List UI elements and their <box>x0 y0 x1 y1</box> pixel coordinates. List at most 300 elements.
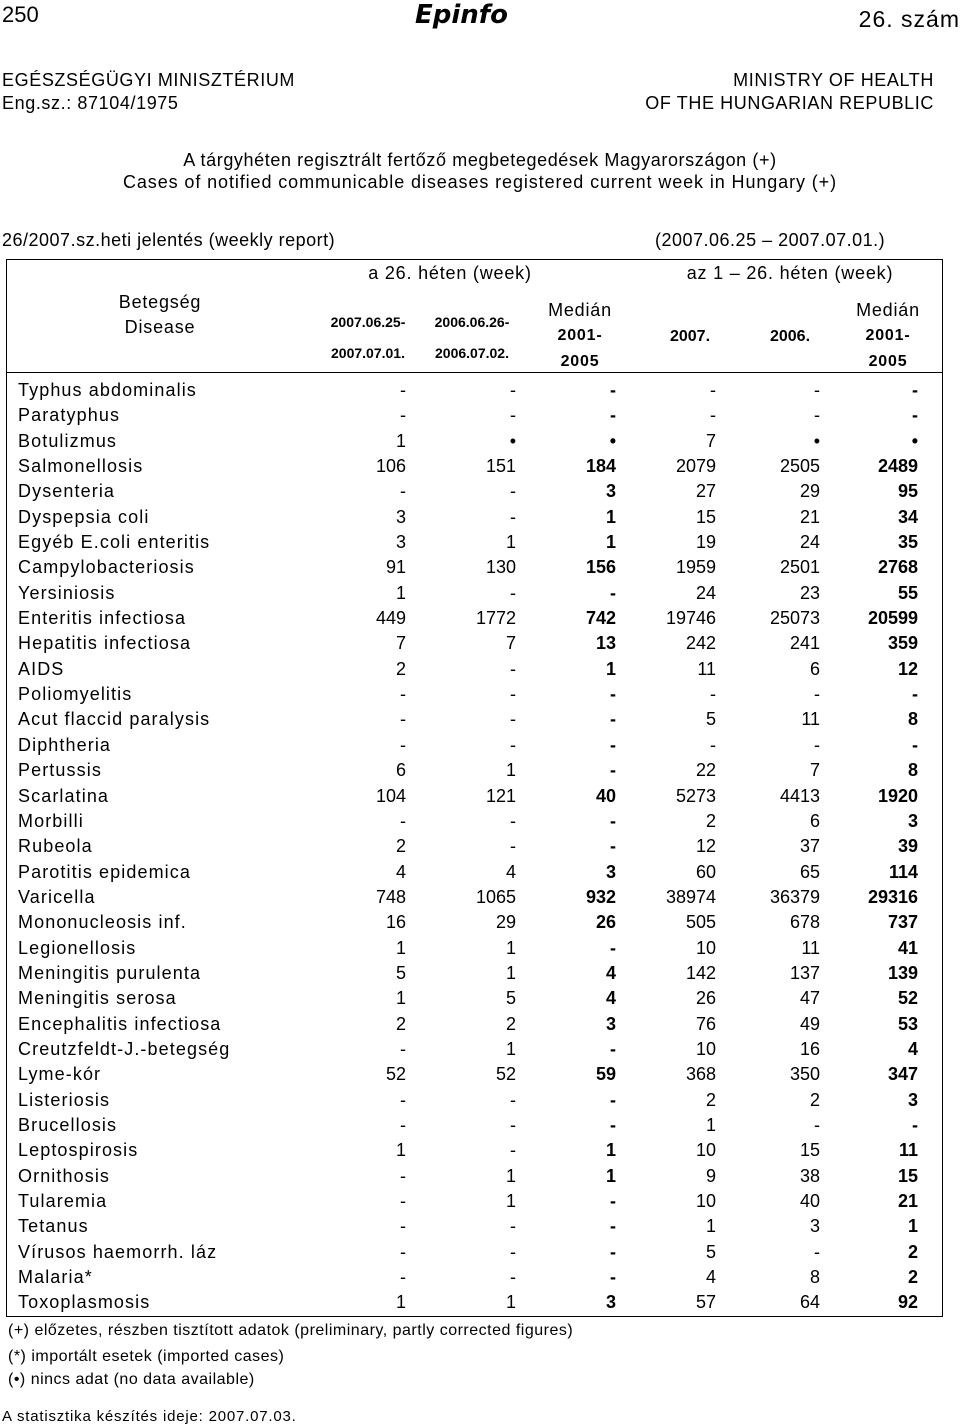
disease-name: Typhus abdominalis <box>18 380 197 400</box>
cell-week-2006: 29 <box>495 912 516 933</box>
cell-cum-2006: 24 <box>799 532 820 553</box>
header-median-cumulative <box>836 297 940 375</box>
disease-name: Yersiniosis <box>18 582 116 603</box>
cell-cum-2006: 2501 <box>779 557 820 578</box>
table-header-divider <box>6 372 943 373</box>
cell-week-median: 26 <box>595 912 616 933</box>
table-row <box>0 631 960 656</box>
cell-week-2007: - <box>400 1241 406 1262</box>
cell-week-2007: 2 <box>395 1013 406 1034</box>
cell-week-2006: - <box>510 405 516 426</box>
cell-week-2006: 4 <box>505 861 516 882</box>
table-row <box>0 1138 960 1163</box>
header-col5-year: 2006. <box>769 328 811 345</box>
cell-cum-2006: - <box>814 405 820 426</box>
cell-week-median: - <box>610 1267 616 1288</box>
cell-week-2006: - <box>510 1089 516 1110</box>
table-row <box>0 1265 960 1290</box>
cell-cum-2007: 15 <box>695 506 716 527</box>
median-label: Medián <box>548 300 612 320</box>
cell-cum-2007: 11 <box>697 658 716 679</box>
cell-cum-2006: 241 <box>789 633 820 654</box>
cell-week-median: 1 <box>605 1165 616 1186</box>
disease-name: Rubeola <box>18 836 93 857</box>
cell-cum-2007: 242 <box>685 633 716 654</box>
cell-cum-2006: • <box>813 430 820 451</box>
cell-cum-2006: 11 <box>801 709 820 730</box>
cell-week-median: 1 <box>605 506 616 527</box>
disease-name: Mononucleosis inf. <box>18 912 187 933</box>
cell-week-2007: - <box>400 405 406 426</box>
cell-cum-2006: - <box>814 1241 820 1262</box>
table-row <box>0 682 960 707</box>
cell-cum-2006: 16 <box>799 1038 820 1059</box>
cell-cum-2007: 9 <box>705 1165 716 1186</box>
disease-name: Brucellosis <box>18 1114 118 1135</box>
cell-cum-2007: 505 <box>685 912 716 933</box>
cell-cum-median: 2489 <box>877 456 918 477</box>
cell-cum-2006: 137 <box>789 962 820 983</box>
table-row <box>0 606 960 631</box>
cell-week-2006: 1065 <box>475 886 516 907</box>
cell-week-2007: 91 <box>385 557 406 578</box>
cell-week-median: - <box>610 1191 616 1211</box>
cell-cum-median: 21 <box>897 1191 918 1211</box>
cell-week-2007: 1 <box>395 937 406 958</box>
cell-week-2006: - <box>510 582 516 603</box>
cell-cum-2007: 5 <box>705 709 716 730</box>
cell-cum-median: - <box>912 405 918 426</box>
cell-cum-median: 53 <box>897 1013 918 1034</box>
cell-week-median: - <box>610 684 616 705</box>
cell-cum-2007: - <box>710 380 716 400</box>
disease-name: Egyéb E.coli enteritis <box>18 532 211 553</box>
cell-week-median: - <box>610 582 616 603</box>
cell-week-median: 4 <box>605 962 616 983</box>
table-row <box>0 1189 960 1214</box>
table-row <box>0 479 960 504</box>
cell-cum-2007: 10 <box>695 1038 716 1059</box>
cell-cum-2007: 19 <box>695 532 716 553</box>
cell-cum-2007: 4 <box>705 1267 716 1288</box>
cell-week-2006: 1 <box>505 532 516 553</box>
table-row <box>0 403 960 428</box>
ministry-en-line2: OF THE HUNGARIAN REPUBLIC <box>645 93 934 113</box>
cell-cum-median: 114 <box>888 861 918 882</box>
cell-week-2006: - <box>510 1216 516 1237</box>
cell-week-2006: - <box>510 836 516 857</box>
disease-name: Paratyphus <box>18 405 121 426</box>
cell-week-median: - <box>610 1089 616 1110</box>
cell-cum-2006: - <box>814 380 820 400</box>
table-row <box>0 834 960 859</box>
cell-week-2007: 449 <box>375 608 406 629</box>
table-row <box>0 454 960 479</box>
cell-cum-2007: 5 <box>705 1241 716 1262</box>
cell-week-median: 1 <box>605 658 616 679</box>
table-row <box>0 910 960 935</box>
table-row <box>0 1037 960 1062</box>
cell-week-median: - <box>610 1114 616 1135</box>
cell-week-2007: 5 <box>395 962 406 983</box>
cell-cum-median: 92 <box>897 1292 918 1313</box>
cell-week-2007: 3 <box>395 532 406 553</box>
disease-name: Malaria* <box>18 1267 93 1288</box>
cell-cum-2006: - <box>814 684 820 705</box>
table-row <box>0 429 960 454</box>
cell-cum-2006: 21 <box>799 506 820 527</box>
cell-cum-2007: 60 <box>695 861 716 882</box>
cell-week-2007: 2 <box>395 658 406 679</box>
cell-week-2007: 1 <box>395 582 406 603</box>
disease-name: Meningitis serosa <box>18 988 177 1009</box>
cell-week-2006: 1 <box>505 937 516 958</box>
cell-week-median: - <box>610 1216 616 1237</box>
cell-week-2007: 104 <box>375 785 406 806</box>
cell-cum-2006: 11 <box>801 937 820 958</box>
table-row <box>0 555 960 580</box>
table-row <box>0 378 960 403</box>
cell-week-2007: 6 <box>395 760 406 781</box>
cell-week-2007: - <box>400 734 406 755</box>
header-group-week: a 26. héten (week) <box>368 263 532 283</box>
table-row <box>0 1113 960 1138</box>
cell-cum-median: 52 <box>897 988 918 1009</box>
cell-week-median: - <box>610 836 616 857</box>
cell-cum-2007: 142 <box>685 962 716 983</box>
cell-week-median: 3 <box>605 1292 616 1313</box>
cell-cum-2006: 678 <box>789 912 820 933</box>
cell-week-2006: 1 <box>505 760 516 781</box>
header-col2-end: 2006.07.02. <box>435 345 509 361</box>
disease-name: Ornithosis <box>18 1165 111 1186</box>
registration-number: Eng.sz.: 87104/1975 <box>2 93 179 113</box>
statistics-date: A statisztika készítés ideje: 2007.07.03. <box>2 1408 297 1425</box>
cell-cum-2007: - <box>710 734 716 755</box>
disease-name: Varicella <box>18 886 96 907</box>
cell-cum-2006: 2505 <box>779 456 820 477</box>
cell-cum-median: 2 <box>907 1267 918 1288</box>
cell-week-2007: - <box>400 1191 406 1211</box>
cell-cum-2006: 15 <box>799 1140 820 1161</box>
cell-week-median: 3 <box>605 861 616 882</box>
cell-cum-2007: 26 <box>695 988 716 1009</box>
table-row <box>0 860 960 885</box>
cell-cum-2007: 10 <box>695 937 716 958</box>
cell-week-2007: - <box>400 1114 406 1135</box>
cell-week-2007: 3 <box>395 506 406 527</box>
header-col4-year: 2007. <box>669 328 711 345</box>
disease-name: Enteritis infectiosa <box>18 608 187 629</box>
cell-cum-median: 35 <box>897 532 918 553</box>
cell-week-2007: - <box>400 1216 406 1237</box>
cell-cum-2006: 40 <box>799 1191 820 1211</box>
cell-week-median: - <box>610 810 616 831</box>
cell-week-median: 59 <box>595 1064 616 1085</box>
cell-week-2006: 7 <box>505 633 516 654</box>
title-hungarian: A tárgyhéten regisztrált fertőző megbetegedések Magyarországon (+) <box>183 150 777 170</box>
cell-week-2006: - <box>510 709 516 730</box>
disease-name: Leptospirosis <box>18 1140 139 1161</box>
table-row <box>0 961 960 986</box>
cell-week-median: - <box>610 1241 616 1262</box>
cell-week-2006: 130 <box>485 557 516 578</box>
cell-cum-2006: 38 <box>799 1165 820 1186</box>
table-row <box>0 733 960 758</box>
cell-cum-median: 2 <box>907 1241 918 1262</box>
cell-week-2006: 1 <box>505 1191 516 1211</box>
cell-week-2007: - <box>400 380 406 400</box>
cell-week-2006: 121 <box>485 785 516 806</box>
cell-week-median: 4 <box>605 988 616 1009</box>
table-row <box>0 885 960 910</box>
cell-week-2007: - <box>400 1165 406 1186</box>
cell-cum-median: 1920 <box>877 785 918 806</box>
cell-cum-2007: - <box>710 405 716 426</box>
table-row <box>0 1062 960 1087</box>
cell-week-2006: 52 <box>495 1064 516 1085</box>
cell-cum-2006: - <box>814 1114 820 1135</box>
cell-week-median: 13 <box>595 633 616 654</box>
cell-week-2006: 151 <box>485 456 516 477</box>
cell-cum-median: 12 <box>897 658 918 679</box>
cell-week-2007: 4 <box>395 861 406 882</box>
median-years-start: 2001- <box>865 327 911 344</box>
cell-cum-2007: 2079 <box>675 456 716 477</box>
cell-cum-2006: 3 <box>809 1216 820 1237</box>
disease-name: Hepatitis infectiosa <box>18 633 192 654</box>
cell-cum-median: 55 <box>897 582 918 603</box>
ministry-en-line1: MINISTRY OF HEALTH <box>733 70 934 90</box>
cell-cum-median: - <box>912 684 918 705</box>
cell-cum-2006: 65 <box>799 861 820 882</box>
cell-cum-2006: 49 <box>799 1013 820 1034</box>
header-col2-start: 2006.06.26- <box>434 314 510 330</box>
disease-name: Acut flaccid paralysis <box>18 709 211 730</box>
cell-cum-2007: 1 <box>705 1114 716 1135</box>
cell-week-2007: 1 <box>395 430 406 451</box>
table-row <box>0 1012 960 1037</box>
cell-week-2007: 1 <box>395 988 406 1009</box>
table-row <box>0 809 960 834</box>
table-row <box>0 1214 960 1239</box>
median-years-end: 2005 <box>560 353 600 370</box>
cell-week-median: 184 <box>585 456 616 477</box>
cell-week-2007: 1 <box>395 1292 406 1313</box>
cell-cum-median: 20599 <box>867 608 918 629</box>
issue-number: 26. szám <box>858 6 960 32</box>
disease-name: Campylobacteriosis <box>18 557 195 578</box>
cell-cum-median: 8 <box>907 760 918 781</box>
cell-cum-median: 3 <box>907 1089 918 1110</box>
footnote-no-data: (•) nincs adat (no data available) <box>8 1371 255 1388</box>
cell-cum-median: 95 <box>897 481 918 502</box>
cell-week-median: 156 <box>585 557 616 578</box>
cell-cum-2006: 6 <box>809 658 820 679</box>
cell-cum-2007: 7 <box>705 430 716 451</box>
cell-week-2007: 106 <box>375 456 406 477</box>
header-col1-start: 2007.06.25- <box>330 314 406 330</box>
cell-cum-2007: 22 <box>695 760 716 781</box>
cell-week-2006: 1 <box>505 1038 516 1059</box>
cell-week-2006: - <box>510 1241 516 1262</box>
disease-name: Tetanus <box>18 1216 89 1237</box>
cell-cum-2007: 10 <box>695 1140 716 1161</box>
cell-week-2006: 1 <box>505 962 516 983</box>
cell-week-2006: - <box>510 810 516 831</box>
header-group-cumulative: az 1 – 26. héten (week) <box>686 263 894 283</box>
disease-name: Pertussis <box>18 760 102 781</box>
cell-cum-2007: 10 <box>695 1191 716 1211</box>
cell-cum-median: - <box>912 380 918 400</box>
cell-cum-2006: 23 <box>799 582 820 603</box>
cell-cum-2006: 25073 <box>769 608 820 629</box>
cell-cum-median: - <box>912 734 918 755</box>
cell-cum-2006: 36379 <box>769 886 820 907</box>
cell-week-2006: - <box>510 506 516 527</box>
table-row <box>0 505 960 530</box>
cell-week-median: 742 <box>585 608 616 629</box>
disease-name: Tularemia <box>18 1191 108 1211</box>
header-disease-hu: Betegség <box>118 292 202 312</box>
cell-week-median: - <box>610 405 616 426</box>
median-label: Medián <box>856 300 920 320</box>
cell-cum-median: 737 <box>887 912 918 933</box>
disease-name: Toxoplasmosis <box>18 1292 151 1313</box>
cell-cum-median: 2768 <box>877 557 918 578</box>
cell-week-median: 932 <box>585 886 616 907</box>
cell-cum-2006: 350 <box>789 1064 820 1085</box>
cell-week-2007: - <box>400 810 406 831</box>
cell-cum-2007: 5273 <box>675 785 716 806</box>
cell-week-2007: 2 <box>395 836 406 857</box>
disease-name: Parotitis epidemica <box>18 861 191 882</box>
cell-cum-2007: 19746 <box>665 608 716 629</box>
cell-week-2006: - <box>510 1114 516 1135</box>
ministry-hu: EGÉSZSÉGÜGYI MINISZTÉRIUM <box>2 70 296 90</box>
cell-week-2007: 1 <box>395 1140 406 1161</box>
disease-name: Botulizmus <box>18 430 118 451</box>
cell-cum-2007: 76 <box>695 1013 716 1034</box>
cell-cum-median: - <box>912 1114 918 1135</box>
disease-name: Diphtheria <box>18 734 112 755</box>
footnote-preliminary: (+) előzetes, részben tisztított adatok (preliminary, partly corrected figures) <box>8 1322 574 1339</box>
cell-cum-median: 29316 <box>867 886 918 907</box>
cell-week-2006: 1 <box>505 1292 516 1313</box>
cell-week-2007: - <box>400 1089 406 1110</box>
cell-week-2006: 5 <box>505 988 516 1009</box>
table-row <box>0 936 960 961</box>
table-row <box>0 1164 960 1189</box>
cell-cum-median: 139 <box>887 962 918 983</box>
cell-week-median: - <box>610 709 616 730</box>
cell-week-median: • <box>609 430 616 451</box>
cell-cum-median: 41 <box>897 937 918 958</box>
table-row <box>0 1088 960 1113</box>
table-row <box>0 657 960 682</box>
disease-name: Salmonellosis <box>18 456 144 477</box>
table-row <box>0 1240 960 1265</box>
cell-cum-2006: 47 <box>799 988 820 1009</box>
cell-week-2007: - <box>400 1038 406 1059</box>
cell-cum-2007: 2 <box>705 810 716 831</box>
cell-week-median: 40 <box>595 785 616 806</box>
title-english: Cases of notified communicable diseases registered current week in Hungary (+) <box>122 172 837 192</box>
cell-cum-median: • <box>911 430 918 451</box>
table-row <box>0 1290 960 1315</box>
cell-cum-2006: 6 <box>809 810 820 831</box>
disease-name: Lyme-kór <box>18 1064 102 1085</box>
disease-table-body <box>0 378 960 1316</box>
table-row <box>0 986 960 1011</box>
cell-cum-2007: 368 <box>685 1064 716 1085</box>
table-row <box>0 581 960 606</box>
cell-cum-median: 8 <box>907 709 918 730</box>
cell-week-2007: 7 <box>395 633 406 654</box>
table-row <box>0 784 960 809</box>
cell-cum-median: 15 <box>897 1165 918 1186</box>
cell-week-2006: 1 <box>505 1165 516 1186</box>
median-years-end: 2005 <box>868 353 908 370</box>
cell-week-2006: - <box>510 684 516 705</box>
cell-week-median: - <box>610 734 616 755</box>
cell-cum-median: 359 <box>887 633 918 654</box>
cell-week-2006: 1772 <box>475 608 516 629</box>
cell-week-median: - <box>610 760 616 781</box>
cell-cum-2007: - <box>710 684 716 705</box>
cell-week-median: 3 <box>605 1013 616 1034</box>
cell-week-2007: - <box>400 481 406 502</box>
disease-name: Vírusos haemorrh. láz <box>18 1241 218 1262</box>
cell-week-2007: - <box>400 684 406 705</box>
cell-cum-median: 3 <box>907 810 918 831</box>
cell-cum-2006: 29 <box>799 481 820 502</box>
disease-name: Dyspepsia coli <box>18 506 150 527</box>
weekly-report-label: 26/2007.sz.heti jelentés (weekly report) <box>2 230 336 250</box>
cell-cum-2007: 57 <box>695 1292 716 1313</box>
cell-cum-median: 39 <box>897 836 918 857</box>
cell-cum-median: 347 <box>887 1064 918 1085</box>
header-col1-end: 2007.07.01. <box>331 345 405 361</box>
cell-week-2006: - <box>510 380 516 400</box>
cell-cum-2006: 64 <box>799 1292 820 1313</box>
cell-week-2006: - <box>510 658 516 679</box>
cell-week-median: - <box>610 380 616 400</box>
disease-name: Encephalitis infectiosa <box>18 1013 222 1034</box>
cell-week-median: 3 <box>605 481 616 502</box>
disease-name: Scarlatina <box>18 785 110 806</box>
cell-cum-2006: 2 <box>809 1089 820 1110</box>
cell-week-2007: 748 <box>375 886 406 907</box>
disease-name: Listeriosis <box>18 1089 111 1110</box>
table-row <box>0 758 960 783</box>
cell-week-median: 1 <box>605 532 616 553</box>
cell-cum-median: 34 <box>897 506 918 527</box>
table-row <box>0 707 960 732</box>
header-median-week <box>530 297 630 375</box>
disease-name: Legionellosis <box>18 937 137 958</box>
footnote-imported: (*) importált esetek (imported cases) <box>8 1348 285 1365</box>
cell-week-2007: 16 <box>385 912 406 933</box>
cell-week-2006: 2 <box>505 1013 516 1034</box>
cell-cum-median: 11 <box>898 1140 918 1161</box>
cell-week-2007: 52 <box>385 1064 406 1085</box>
cell-cum-2006: 37 <box>799 836 820 857</box>
cell-cum-2007: 12 <box>695 836 716 857</box>
cell-week-2006: - <box>510 481 516 502</box>
disease-name: Morbilli <box>18 810 84 831</box>
header-disease-en: Disease <box>124 317 196 337</box>
